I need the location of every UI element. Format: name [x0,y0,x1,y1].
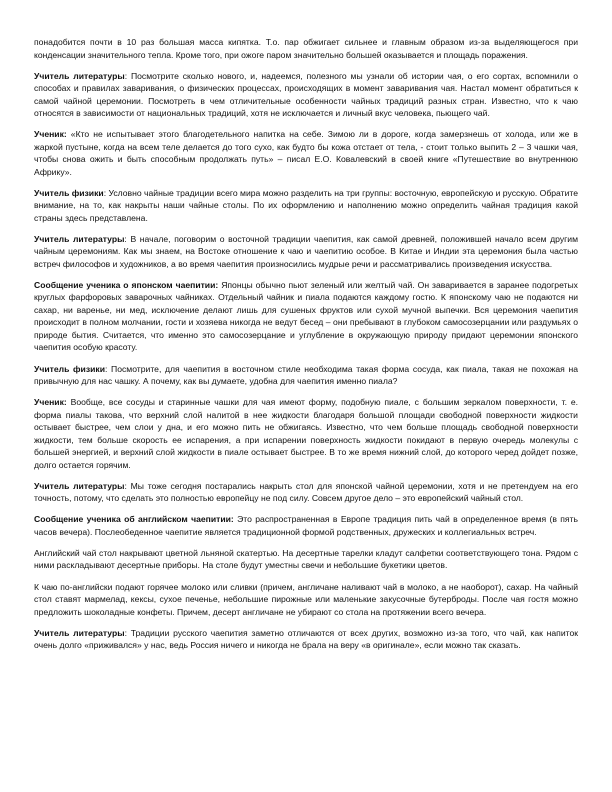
paragraph-text: : Условно чайные традиции всего мира можно разделить на три группы: восточную, европейскую и русскую. Обратите внимание, на то, как накрыты наши чайные столы. По их оформлению и наполнению можно определить чайная традиция какой страны здесь представлена. [34,187,578,223]
paragraph-literature-teacher-japanese-table [34,480,578,505]
paragraph-text: Английский чай стол накрывают цветной льняной скатертью. На десертные тарелки кладут салфетки соответствующего тона. Рядом с ними раскладывают десертные приборы. На столе будут уместны свечи и небольшие букетики цветов. [34,547,578,571]
paragraph-text: : Посмотрите, для чаепития в восточном стиле необходима такая форма сосуда, как пиала, такая не похожая на привычную для нас чашку. А почему, как вы думаете, удобна для чаепития именно пиала? [34,363,578,387]
paragraph-text: Вообще, все сосуды и старинные чашки для чая имеют форму, подобную пиале, с большим зеркалом поверхности, т. е. форма пиалы такова, что верхний слой налитой в нее жидкости благодаря большой площади свободной поверхности жидкости остывает быстрее, чем слои у дна, и его можно пить не обжигаясь. Известно, что чем больше площадь свободной поверхности жидкости, тем больше скорость ее испарения, а при испарении поверхность жидкости покидают в первую очередь молекулы с большей энергией, и верхний слой жидкости в пиале остывает быстрее. В то же время нижний слой, до которого черед дойдет позже, долго остается горячим. [34,397,578,470]
paragraph-text: Японцы обычно пьют зеленый или желтый чай. Он заваривается в заранее подогретых круглых фарфоровых заварочных чайниках. Отдельный чайник и пиала подаются каждому гостю. К японскому чаю не подаются ни сахар, ни варенье, ни мед, исключение делают лишь для сушеных фруктов или сухой мучной выпечки. Вся церемония чаепития происходит в полном молчании, гости и хозяева никогда не ведут бесед – они пребывают в глубоком самосозерцании или раздумьях о природе бытия. Считается, что именно это самосозерцание и углубление в окружающую природу придают церемонии японского чаепития особую красоту. [34,279,578,353]
paragraph-text: : Мы тоже сегодня постарались накрыть стол для японской чайной церемонии, хотя и не претендуем на его точность, потому, что сделать это полностью европейцу не под силу. Совсем другое дело – это европейский чайный стол. [34,480,578,504]
speaker-label: Ученик: [34,129,67,140]
paragraph-text: Это распространенная в Европе традиция пить чай в определенное время (в пять часов вечера). Послеобеденное чаепитие является традиционной формой родственных, дружеских и коллегиальных встреч. [34,514,578,537]
paragraph-literature-teacher-intro [34,70,578,120]
document-page [34,36,578,660]
paragraph-student-piala-answer [34,396,578,471]
paragraph-english-table-setting [34,547,578,572]
paragraph-text: : Традиции русского чаепития заметно отличаются от всех других, возможно из-за того, что чай, как напиток очень долго «приживался» у нас, ведь Россия ничего и никогда не брала на веру «в оригинале», если можно так сказать. [34,627,578,651]
paragraph-english-tea-report [34,513,578,538]
paragraph-text: : В начале, поговорим о восточной традиции чаепития, как самой древней, положившей начало всем другим чайным церемониям. Как мы знаем, на Востоке отношение к чаю и чаепитию особое. В Китае и Индии эта церемония была частью встреч философов и художников, а во время чаепития произносились мудрые речи и рассматривались произведения искусства. [34,233,578,269]
speaker-label: Ученик: [34,397,67,408]
paragraph-physics-teacher-piala [34,363,578,388]
speaker-label: Сообщение ученика об английском чаепитии: [34,514,234,525]
speaker-label: Учитель физики [34,187,104,198]
paragraph-literature-teacher-russian [34,627,578,652]
paragraph-japanese-tea-report [34,279,578,354]
speaker-label: Учитель физики [34,363,105,374]
paragraph-physics-teacher-traditions [34,187,578,225]
speaker-label: Учитель литературы [34,233,125,244]
paragraph-student-quote [34,128,578,178]
paragraph-boiling-water [34,36,578,61]
paragraph-text: К чаю по-английски подают горячее молоко или сливки (причем, англичане наливают чай в молоко, а не наоборот), сахар. На чайный стол ставят мармелад, кексы, сухое печенье, небольшие пирожные или маленькие закусочные бутерброды. После чая гостя можно предложить шоколадные конфеты. Причем, десерт англичане не убирают со стола на протяжении всего вечера. [34,581,578,617]
paragraph-text: : Посмотрите сколько нового, и, надеемся, полезного мы узнали об истории чая, о его сортах, вспомнили о способах и правилах заваривания, о физических процессах, происходящих в момент заваривания чая. Настал момент обратиться к самой чайной церемонии. Посмотреть в чем отличительные особенности чайных традиций разных стран. Известно, что к чаю относятся в зависимости от национальных традиций, хотя не исключается и личный вкус человека, пьющего чай. [34,70,578,119]
speaker-label: Учитель литературы [34,70,125,81]
paragraph-text: «Кто не испытывает этого благодетельного напитка на себе. Зимою ли в дороге, когда замерзнешь от холода, или же в жаркой пустыне, когда на всем теле делается до того сухо, как будто бы кожа отстает от тела, - стоит только выпить 2 – 3 чашки чая, чтобы снова ожить и быть способным продолжать путь» – писал Е.О. Ковалевский в своей книге «Путешествие во внутреннюю Африку». [34,129,578,177]
paragraph-text: понадобится почти в 10 раз большая масса кипятка. Т.о. пар обжигает сильнее и главным образом из-за выделяющегося при конденсации значительного тепла. Кроме того, при ожоге паром значительно большей оказывается и площадь поражения. [34,37,578,60]
speaker-label: Учитель литературы [34,627,125,638]
paragraph-literature-teacher-east [34,233,578,271]
speaker-label: Учитель литературы [34,480,125,491]
speaker-label: Сообщение ученика о японском чаепитии: [34,279,219,290]
paragraph-english-tea-serving [34,581,578,619]
